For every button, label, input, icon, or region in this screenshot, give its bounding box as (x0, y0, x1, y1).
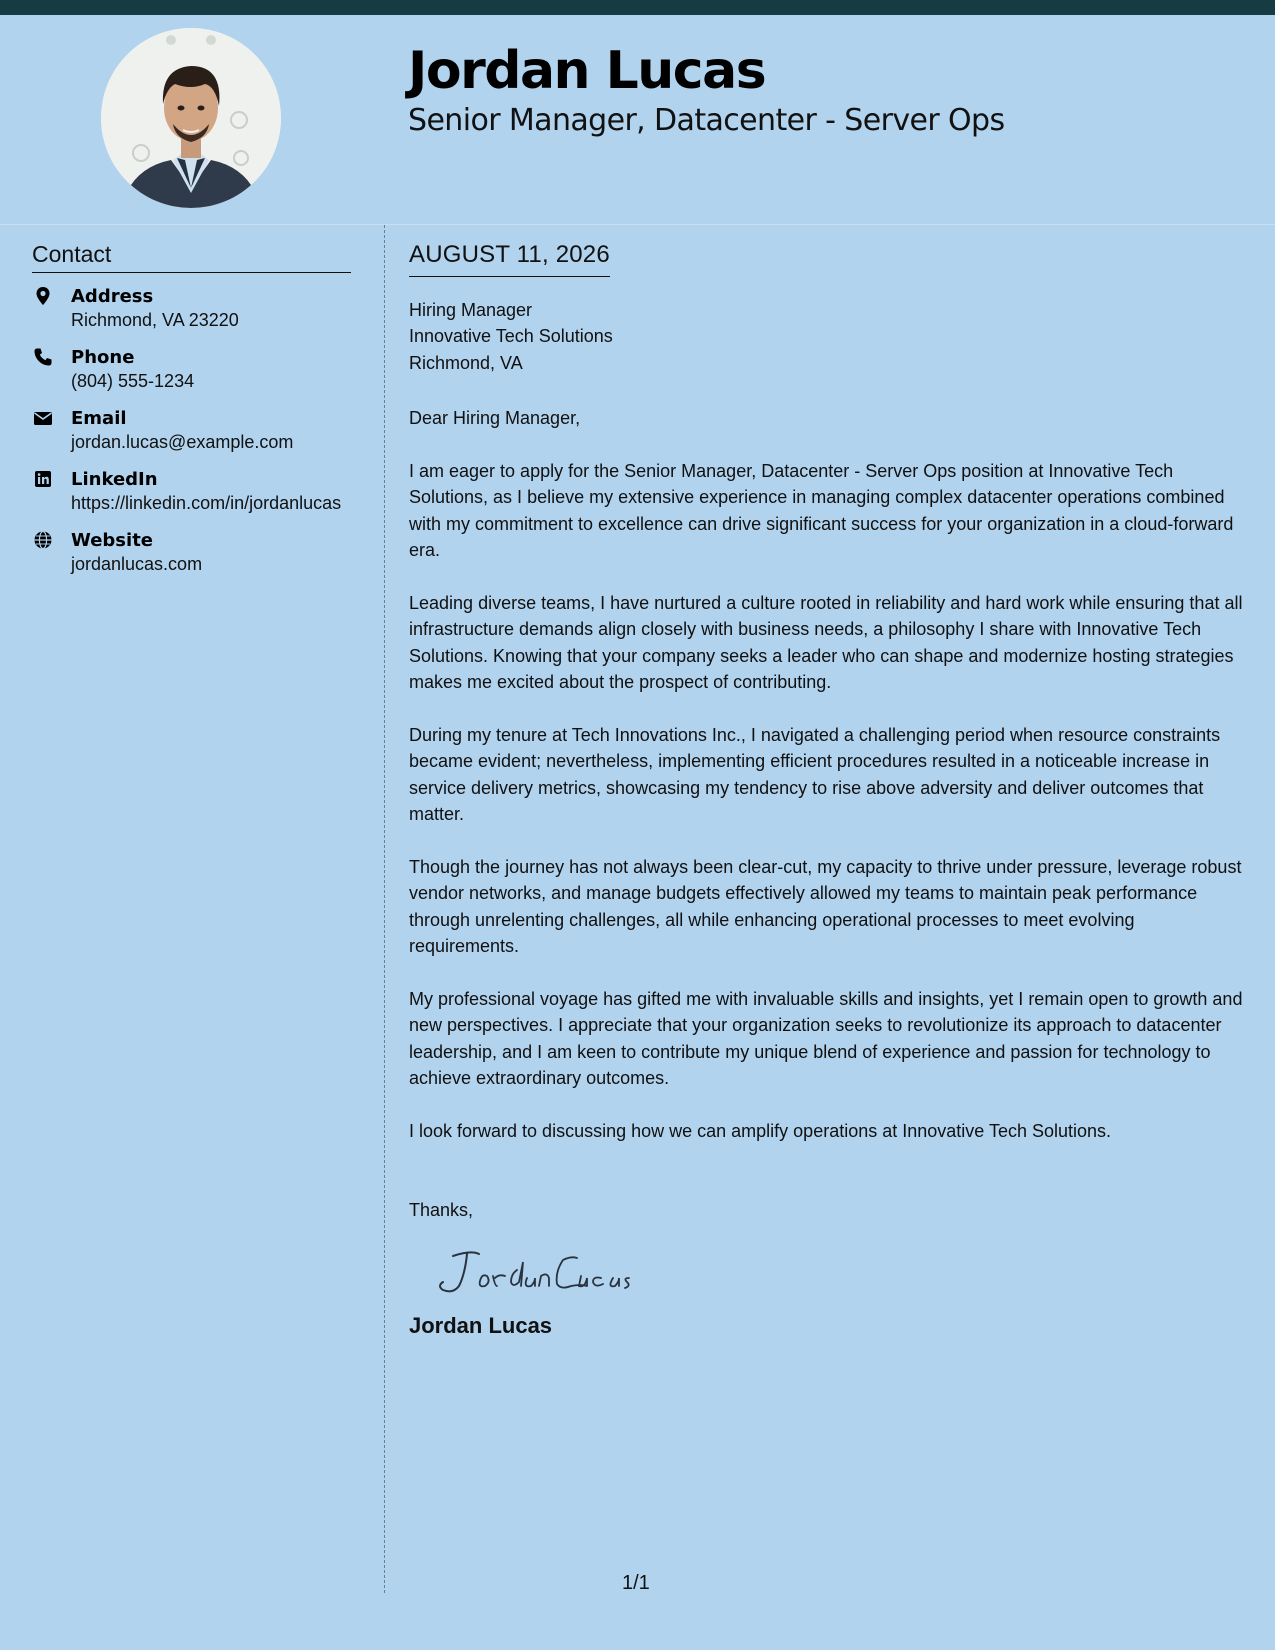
contact-email (32, 408, 362, 454)
contact-list (32, 286, 362, 591)
letter-date: AUGUST 11, 2026 (409, 241, 610, 277)
globe-icon (33, 530, 53, 550)
phone-icon (33, 347, 53, 367)
cover-letter-body (409, 241, 1249, 1339)
recipient-block (409, 297, 1249, 377)
contact-phone (32, 347, 362, 393)
job-title: Senior Manager, Datacenter - Server Ops (408, 103, 1005, 138)
recipient-location: Richmond, VA (409, 352, 523, 373)
page-number: 1/1 (622, 1572, 650, 1594)
signer-name: Jordan Lucas (409, 1312, 553, 1338)
website-label: Website (71, 530, 154, 551)
phone-value: (804) 555-1234 (71, 371, 195, 391)
closing: Thanks, (409, 1200, 474, 1221)
top-accent-bar (0, 0, 1275, 15)
contact-heading: Contact (32, 241, 351, 273)
contact-address (32, 286, 362, 332)
phone-label: Phone (71, 347, 135, 368)
website-value[interactable]: jordanlucas.com (71, 554, 203, 574)
profile-photo (101, 28, 281, 208)
salutation: Dear Hiring Manager, (409, 408, 581, 429)
paragraph-2: Leading diverse teams, I have nurtured a culture rooted in reliability and hard work while ensuring that all infrastructure demands align closely with business needs, a philosophy I share with Innovative Tech Solutions. Knowing that your company seeks a leader who can shape and modernize hosting strategies makes me excited about the prospect of contributing. (409, 592, 1243, 693)
email-label: Email (71, 408, 127, 429)
address-label: Address (71, 286, 154, 307)
paragraph-4: Though the journey has not always been clear-cut, my capacity to thrive under pressure, leverage robust vendor networks, and manage budgets effectively allowed my teams to maintain peak performance through unrelenting challenges, all while enhancing operational processes to meet evolving requirements. (409, 856, 1242, 957)
contact-linkedin (32, 469, 362, 515)
contact-website (32, 530, 362, 576)
paragraph-5: My professional voyage has gifted me with invaluable skills and insights, yet I remain open to growth and new perspectives. I appreciate that your organization seeks to revolutionize its approach to datacenter leadership, and I am keen to contribute my unique blend of experience and passion for technology to achieve extraordinary outcomes. (409, 988, 1243, 1089)
profile-photo-image (101, 28, 281, 208)
email-value[interactable]: jordan.lucas@example.com (71, 432, 294, 452)
paragraph-1: I am eager to apply for the Senior Manager, Datacenter - Server Ops position at Innovative Tech Solutions, as I believe my extensive experience in managing complex datacenter operations combined with my commitment to excellence can drive significant success for your organization in a cloud-forward era. (409, 460, 1234, 561)
envelope-icon (33, 408, 53, 428)
address-value: Richmond, VA 23220 (71, 310, 239, 330)
header-divider (0, 224, 1275, 225)
paragraph-3: During my tenure at Tech Innovations Inc., I navigated a challenging period when resource constraints became evident; nevertheless, implementing efficient procedures resulted in a noticeable increase in service delivery metrics, showcasing my tendency to rise above adversity and deliver outcomes that matter. (409, 724, 1221, 825)
paragraph-6: I look forward to discussing how we can amplify operations at Innovative Tech Solutions. (409, 1120, 1112, 1141)
linkedin-label: LinkedIn (71, 469, 158, 490)
linkedin-icon (33, 469, 53, 489)
recipient-name: Hiring Manager (409, 299, 533, 320)
recipient-company: Innovative Tech Solutions (409, 326, 613, 347)
handwritten-signature (431, 1248, 651, 1298)
linkedin-value[interactable]: https://linkedin.com/in/jordanlucas (71, 493, 342, 513)
applicant-name: Jordan Lucas (408, 41, 766, 101)
column-divider (384, 225, 385, 1593)
map-pin-icon (33, 286, 53, 306)
